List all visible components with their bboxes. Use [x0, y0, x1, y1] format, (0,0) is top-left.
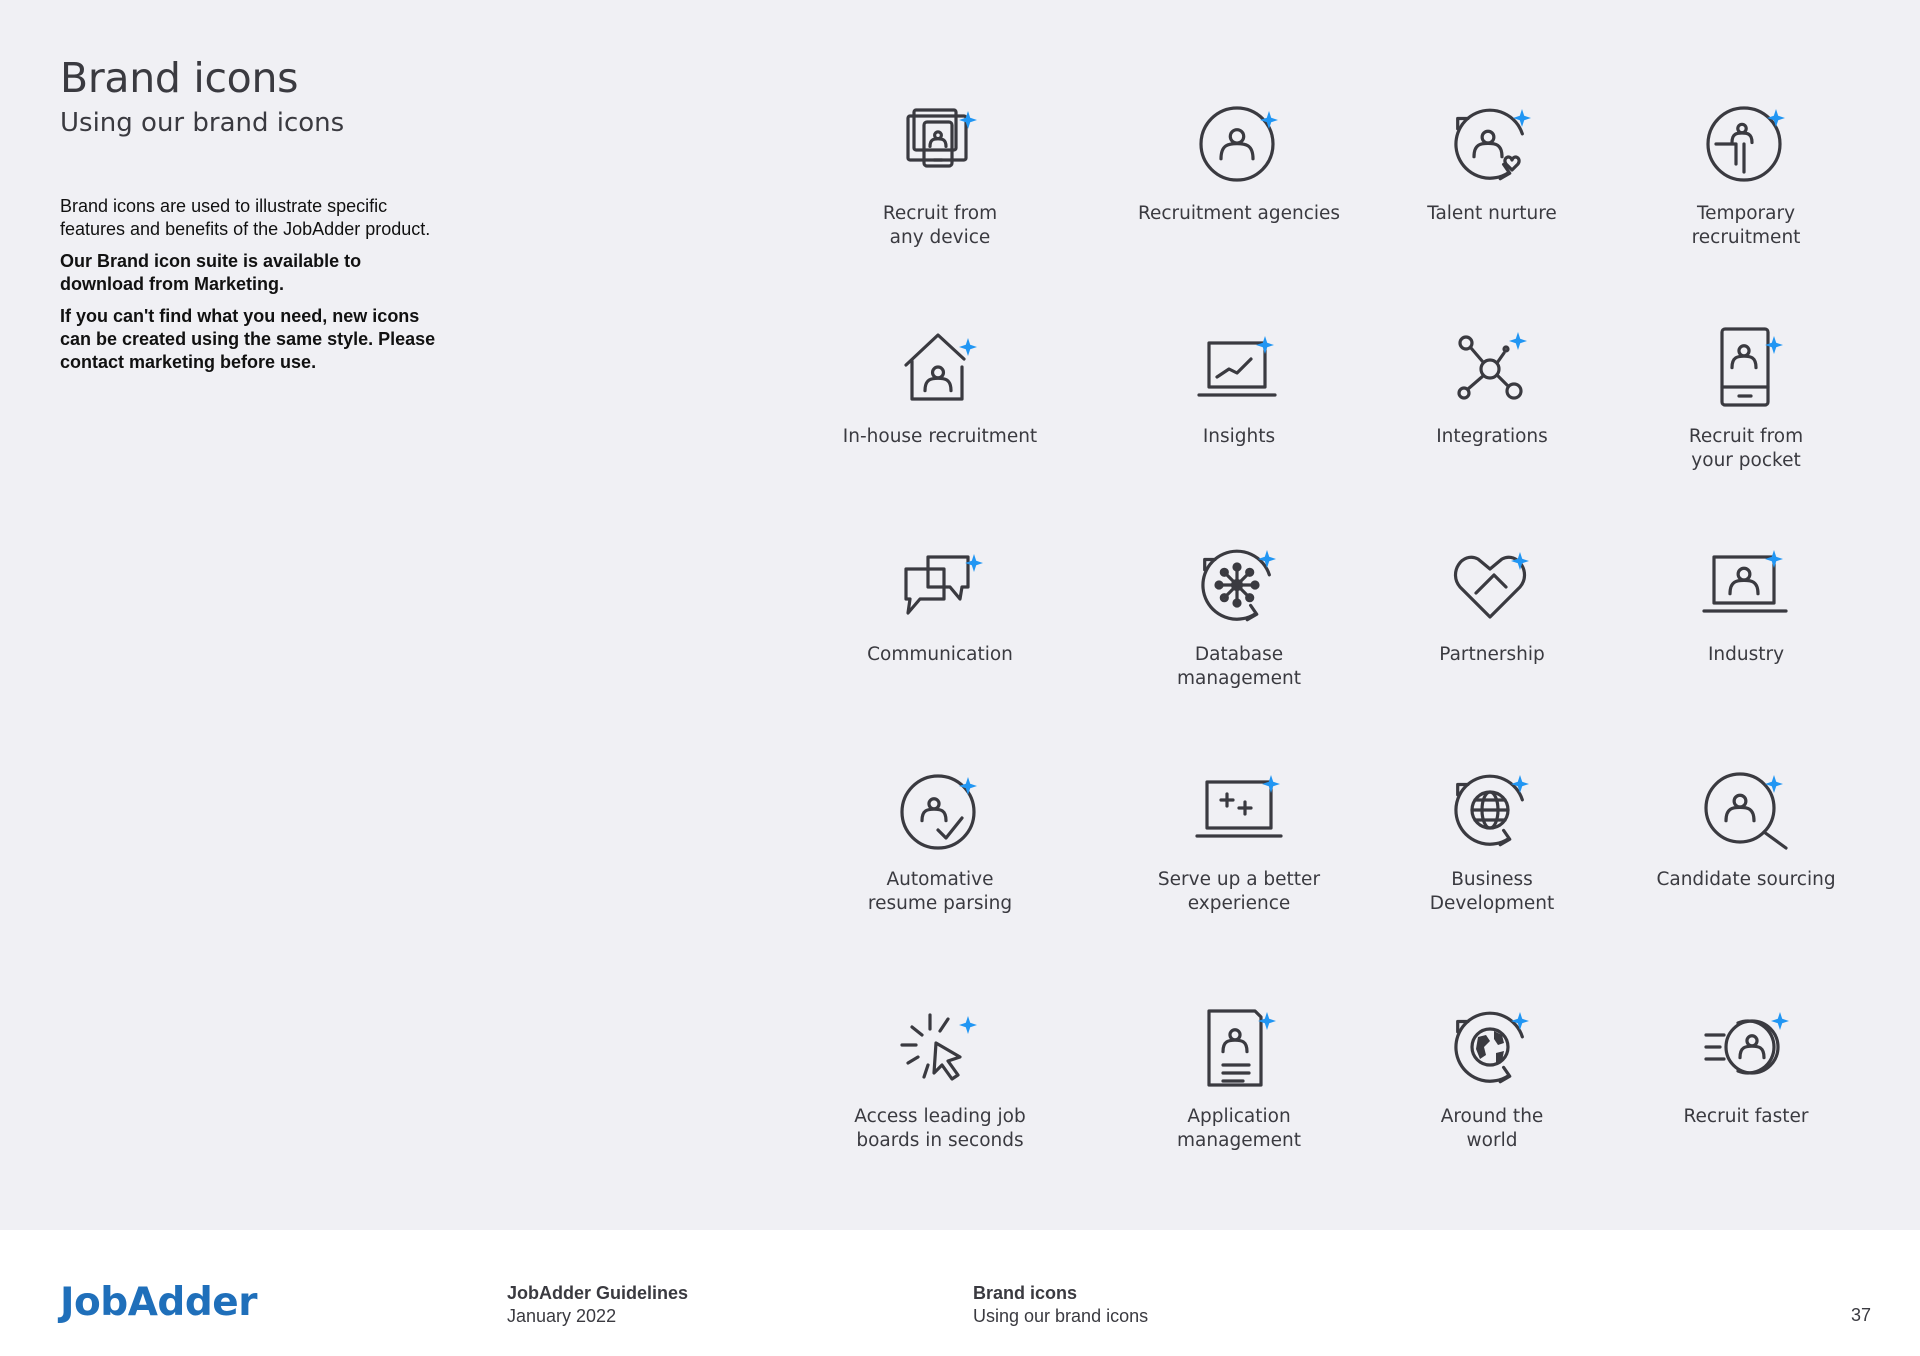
laptop-person-icon [1621, 543, 1871, 631]
brand-icon-item [1114, 102, 1364, 226]
brand-icon-item [815, 1005, 1065, 1153]
brand-icon-label: Recruit faster [1683, 1106, 1809, 1127]
footer-doc-title: JobAdder Guidelines [507, 1283, 689, 1303]
person-magnifier-icon [1621, 768, 1871, 856]
footer-section-info [973, 1282, 1148, 1328]
brand-icon-label: Application management [1177, 1106, 1301, 1151]
intro-text [60, 195, 440, 383]
brand-icon-item [1621, 1005, 1871, 1129]
brand-icon-item [1114, 1005, 1364, 1153]
brand-icon-label: Access leading job boards in seconds [854, 1106, 1026, 1151]
brand-icon-item [815, 102, 1065, 250]
person-heart-cycle-icon [1367, 102, 1617, 190]
footer-section-sub: Using our brand icons [973, 1306, 1149, 1326]
page-subtitle: Using our brand icons [60, 108, 345, 138]
database-hub-icon [1114, 543, 1364, 631]
intro-contact-note: If you can't find what you need, new icons can be created using the same style. Please contact marketing before use. [60, 306, 436, 372]
footer-doc-date: January 2022 [507, 1306, 617, 1326]
footer [0, 1230, 1920, 1356]
brand-icon-item [1621, 102, 1871, 250]
brand-icon-label: Database management [1177, 644, 1301, 689]
brand-icon-label: Talent nurture [1427, 203, 1557, 224]
brand-icon-item [1114, 543, 1364, 691]
brand-icon-item [1621, 768, 1871, 892]
brand-icon-label: Integrations [1436, 426, 1548, 447]
brand-icon-item [815, 543, 1065, 667]
house-person-icon [815, 325, 1065, 413]
brand-icon-label: Partnership [1439, 644, 1545, 665]
brand-icon-label: Communication [867, 644, 1013, 665]
document-person-icon [1114, 1005, 1364, 1093]
brand-icon-item [815, 325, 1065, 449]
brand-icon-label: Recruit from any device [882, 203, 998, 248]
brand-icon-label: Automative resume parsing [867, 869, 1013, 914]
globe-cycle-icon [1367, 768, 1617, 856]
cursor-click-icon [815, 1005, 1065, 1093]
page-number: 37 [1850, 1305, 1871, 1325]
person-clock-icon [1621, 102, 1871, 190]
chat-bubbles-icon [815, 543, 1065, 631]
laptop-chart-icon [1114, 325, 1364, 413]
brand-icon-label: Temporary recruitment [1691, 203, 1801, 248]
brand-icon-label: Insights [1202, 426, 1276, 447]
laptop-sparkles-icon [1114, 768, 1364, 856]
brand-icon-label: Industry [1707, 644, 1785, 665]
brand-icon-label: Around the world [1440, 1106, 1544, 1151]
brand-icon-item [1367, 768, 1617, 916]
person-speed-icon [1621, 1005, 1871, 1093]
person-circle-icon [1114, 102, 1364, 190]
brand-icon-label: Recruit from your pocket [1688, 426, 1804, 471]
jobadder-logo: JobAdder [60, 1280, 257, 1325]
phone-person-icon [1621, 325, 1871, 413]
page-title: Brand icons [60, 54, 299, 102]
heart-handshake-icon [1367, 543, 1617, 631]
intro-paragraph: Brand icons are used to illustrate specific features and benefits of the JobAdder product. [60, 196, 431, 239]
brand-icon-item [1367, 543, 1617, 667]
brand-icon-label: In-house recruitment [842, 426, 1038, 447]
brand-icon-item [1367, 325, 1617, 449]
brand-icon-label: Business Development [1429, 869, 1555, 914]
brand-icon-item [815, 768, 1065, 916]
brand-icon-label: Recruitment agencies [1137, 203, 1341, 224]
brand-icon-item [1114, 325, 1364, 449]
brand-icon-item [1621, 543, 1871, 667]
brand-icon-item [1621, 325, 1871, 473]
brand-icon-item [1367, 1005, 1617, 1153]
footer-section-title: Brand icons [973, 1283, 1078, 1303]
brand-icon-label: Serve up a better experience [1157, 869, 1321, 914]
person-check-circle-icon [815, 768, 1065, 856]
brand-icon-item [1114, 768, 1364, 916]
footer-document-info [507, 1282, 688, 1328]
brand-icon-item [1367, 102, 1617, 226]
intro-download-note: Our Brand icon suite is available to download from Marketing. [60, 251, 362, 294]
world-cycle-icon [1367, 1005, 1617, 1093]
device-person-icon [815, 102, 1065, 190]
network-nodes-icon [1367, 325, 1617, 413]
brand-icon-label: Candidate sourcing [1656, 869, 1836, 890]
